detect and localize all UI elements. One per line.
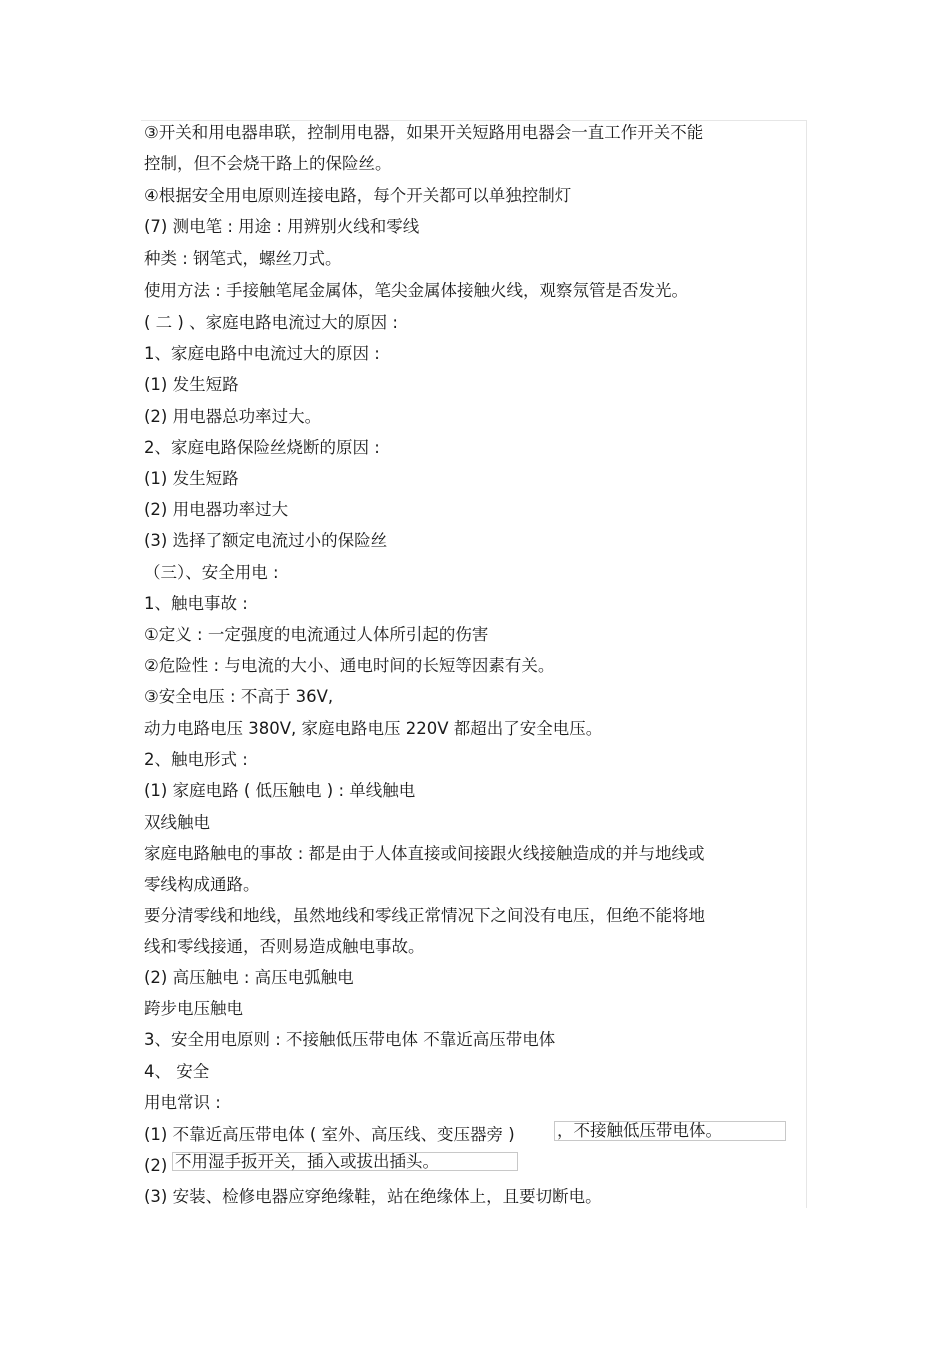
text-line: 要分清零线和地线，虽然地线和零线正常情况下之间没有电压，但绝不能将地 <box>144 906 705 925</box>
text-line: ③开关和用电器串联，控制用电器，如果开关短路用电器会一直工作开关不能 <box>144 123 704 142</box>
text-line: 跨步电压触电 <box>144 999 243 1018</box>
section-heading: （三）、安全用电 : <box>144 563 279 582</box>
text-line: (3) 安装、检修电器应穿绝缘鞋，站在绝缘体上，且要切断电。 <box>144 1187 602 1206</box>
text-line: ①定义 : 一定强度的电流通过人体所引起的伤害 <box>144 625 489 644</box>
text-line: ④根据安全用电原则连接电路，每个开关都可以单独控制灯 <box>144 186 572 205</box>
text-line: 1、家庭电路中电流过大的原因 : <box>144 344 380 363</box>
text-line: (2) 用电器功率过大 <box>144 500 289 519</box>
text-line: (2) <box>144 1156 168 1175</box>
text-line: 2、家庭电路保险丝烧断的原因 : <box>144 438 380 457</box>
text-line: 1、触电事故 : <box>144 594 248 613</box>
text-line: 家庭电路触电的事故 : 都是由于人体直接或间接跟火线接触造成的并与地线或 <box>144 844 705 863</box>
text-line: 动力电路电压 380V, 家庭电路电压 220V 都超出了安全电压。 <box>144 719 603 738</box>
text-line: 零线构成通路。 <box>144 875 260 894</box>
text-line: 线和零线接通，否则易造成触电事故。 <box>144 937 425 956</box>
text-line: 4、 安全 <box>144 1062 210 1081</box>
text-line: (7) 测电笔 : 用途 : 用辨别火线和零线 <box>144 217 420 236</box>
boxed-text: 不用湿手扳开关，插入或拔出插头。 <box>175 1152 439 1171</box>
text-line: (3) 选择了额定电流过小的保险丝 <box>144 531 388 550</box>
text-line: ②危险性 : 与电流的大小、通电时间的长短等因素有关。 <box>144 656 555 675</box>
text-line: 用电常识 : <box>144 1093 221 1112</box>
text-line: (2) 用电器总功率过大。 <box>144 407 322 426</box>
text-line: (1) 发生短路 <box>144 375 239 394</box>
text-line: 2、触电形式 : <box>144 750 248 769</box>
text-line: (1) 家庭电路 ( 低压触电 ) : 单线触电 <box>144 781 416 800</box>
boxed-text: ，不接触低压带电体。 <box>557 1121 722 1140</box>
text-line: (2) 高压触电 : 高压电弧触电 <box>144 968 354 987</box>
text-line: 种类 : 钢笔式，螺丝刀式。 <box>144 249 342 268</box>
section-heading: ( 二 ) 、家庭电路电流过大的原因 : <box>144 313 398 332</box>
text-line: 3、安全用电原则 : 不接触低压带电体 不靠近高压带电体 <box>144 1030 556 1049</box>
text-line: 使用方法 : 手接触笔尾金属体，笔尖金属体接触火线，观察氖管是否发光。 <box>144 281 689 300</box>
text-line: 控制，但不会烧干路上的保险丝。 <box>144 154 392 173</box>
text-line: ③安全电压 : 不高于 36V, <box>144 687 334 706</box>
text-line: 双线触电 <box>144 813 210 832</box>
text-line: (1) 发生短路 <box>144 469 239 488</box>
text-line: (1) 不靠近高压带电体 ( 室外、高压线、变压器旁 ) <box>144 1125 515 1144</box>
